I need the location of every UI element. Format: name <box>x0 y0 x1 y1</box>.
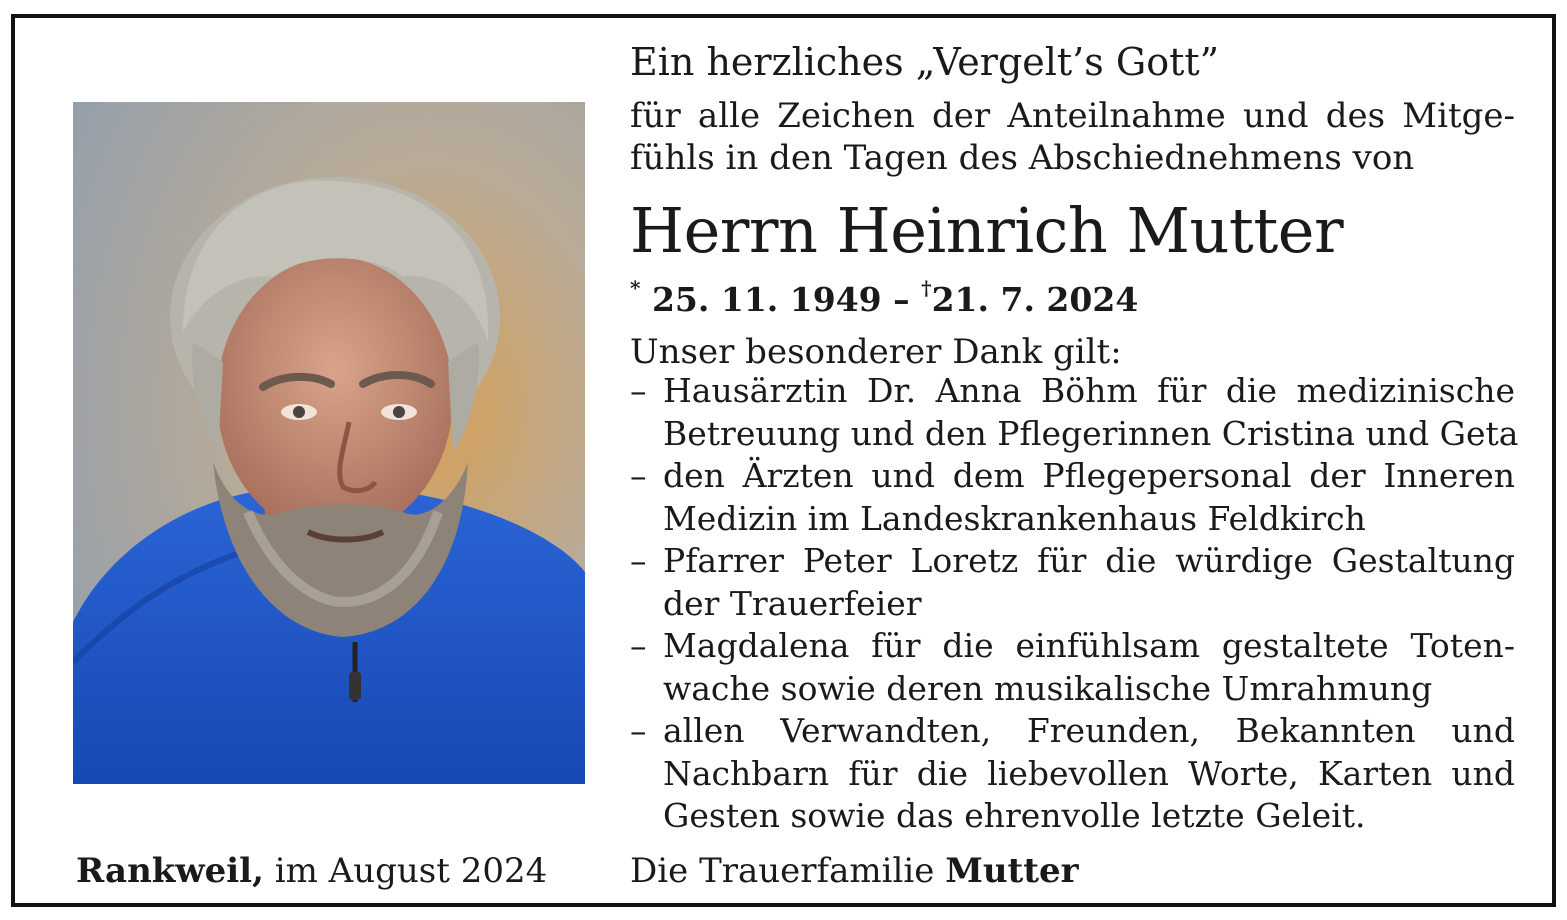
list-dash: – <box>630 541 647 580</box>
intro-line-1: für alle Zeichen der Anteilnahme und des Mitge- <box>630 96 1515 136</box>
portrait-illustration <box>73 102 585 784</box>
intro-line-2: fühls in den Tagen des Abschiednehmens von <box>630 138 1415 178</box>
list-item-line: Hausärztin Dr. Anna Böhm für die medizinische <box>663 371 1515 410</box>
list-item-line: den Ärzten und dem Pflegepersonal der Inneren <box>663 456 1515 495</box>
family-signature <box>630 848 1079 894</box>
date-separator: – <box>893 280 910 319</box>
family-prefix: Die Trauerfamilie <box>630 851 935 891</box>
list-item-line: Gesten sowie das ehrenvolle letzte Geleit. <box>663 796 1366 835</box>
list-item-line: wache sowie deren musikalische Umrahmung <box>663 668 1433 708</box>
death-symbol: † <box>921 276 932 300</box>
list-dash: – <box>630 456 647 495</box>
list-item-line: Magdalena für die einfühlsam gestaltete Toten- <box>663 626 1515 665</box>
thanks-intro: Unser besonderer Dank gilt: <box>630 332 1122 372</box>
list-dash: – <box>630 371 647 410</box>
birth-symbol: * <box>630 276 641 300</box>
list-item <box>630 710 1515 838</box>
list-item <box>630 625 1515 710</box>
list-item <box>630 540 1515 625</box>
list-item-line: der Trauerfeier <box>663 583 922 623</box>
life-dates <box>630 270 1515 322</box>
portrait-photo <box>73 102 585 784</box>
thanks-list <box>630 370 1519 838</box>
birth-date: 25. 11. 1949 <box>651 280 882 319</box>
date-text: im August 2024 <box>274 851 548 891</box>
list-item <box>630 370 1519 455</box>
list-dash: – <box>630 711 647 750</box>
list-item-line: Betreuung und den Pflegerinnen Cristina und Geta <box>663 413 1519 453</box>
notice-heading: Ein herzliches „Vergelt’s Gott” <box>630 40 1220 84</box>
death-date: 21. 7. 2024 <box>931 280 1139 319</box>
list-item-line: allen Verwandten, Freunden, Bekannten und <box>663 711 1515 750</box>
place: Rankweil, <box>76 851 264 891</box>
place-date <box>76 848 547 894</box>
list-item-line: Pfarrer Peter Loretz für die würdige Gestaltung <box>663 541 1515 580</box>
list-item-line: Nachbarn für die liebevollen Worte, Karten und <box>663 753 1515 793</box>
deceased-name: Herrn Heinrich Mutter <box>630 194 1344 267</box>
list-dash: – <box>630 626 647 665</box>
list-item <box>630 455 1515 540</box>
list-item-line: Medizin im Landeskrankenhaus Feldkirch <box>663 498 1366 538</box>
family-name: Mutter <box>945 851 1079 891</box>
